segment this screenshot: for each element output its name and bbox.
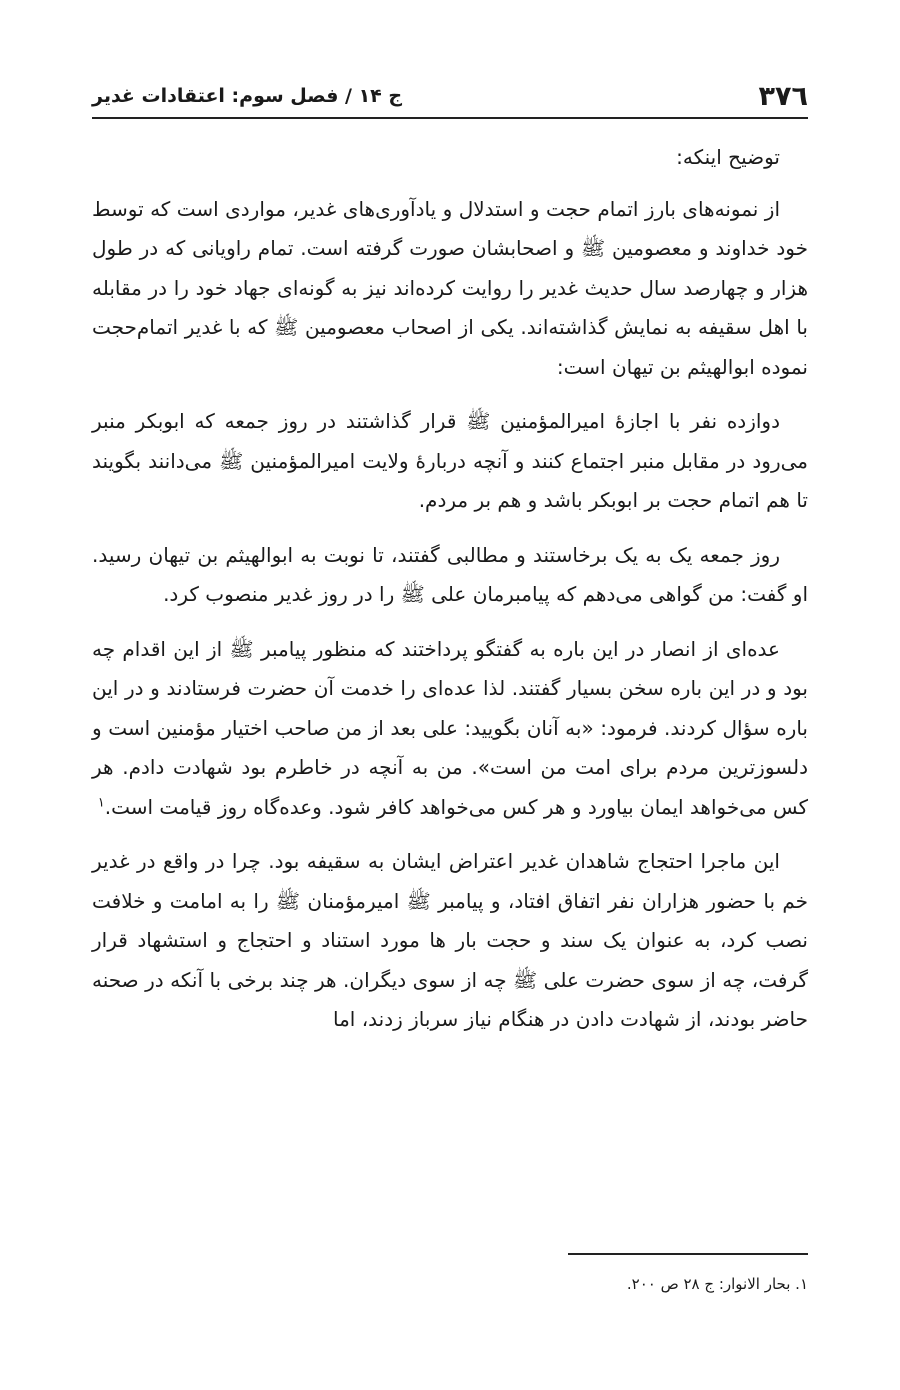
paragraph-2: دوازده نفر با اجازهٔ امیرالمؤمنین ﷺ قرار گذاشتند در روز جمعه که ابوبکر منبر می‌رود در مقابل منبر اجتماع کنند و آنچه دربارهٔ ولایت امیرالمؤمنین ﷺ می‌دانند بگویند تا هم اتمام حجت بر ابوبکر باشد و هم بر مردم. (92, 409, 808, 512)
lead-line: توضیح اینکه: (676, 145, 780, 169)
footnote-divider (568, 1253, 808, 1255)
page-number: ۳۷٦ (758, 80, 808, 112)
footnote: ۱. بحار الانوار: ج ۲۸ ص ۲۰۰. (626, 1275, 808, 1293)
page-header (92, 76, 808, 116)
main-text (92, 138, 808, 1055)
paragraph-4-text: عده‌ای از انصار در این باره به گفتگو پرداختند که منظور پیامبر ﷺ از این اقدام چه بود و در این باره سخن بسیار گفتند. لذا عده‌ای را خدمت آن حضرت فرستادند و در این باره سؤال کردند. فرمود: «به آنان بگویید: علی بعد از من صاحب اختیار مؤمنین است و دلسوزترین مردم برای امت من است». من به آنچه در خاطرم بود شهادت دادم. هر کس می‌خواهد ایمان بیاورد و هر کس می‌خواهد کافر شود. وعده‌گاه روز قیامت است. (92, 636, 808, 819)
paragraph-3: روز جمعه یک به یک برخاستند و مطالبی گفتند، تا نوبت به ابوالهیثم بن تیهان رسید. او گفت: من گواهی می‌دهم که پیامبرمان علی ﷺ را در روز غدیر منصوب کرد. (92, 542, 808, 606)
paragraph-5: این ماجرا احتجاج شاهدان غدیر اعتراض ایشان به سقیفه بود. چرا در واقع در غدیر خم با حضور هزاران نفر اتفاق افتاد، و پیامبر ﷺ امیرمؤمنان ﷺ را به امامت و خلافت نصب کرد، به عنوان یک سند و حجت بار ها مورد استناد و احتجاج و استشهاد قرار گرفت، چه از سوی حضرت علی ﷺ چه از سوی دیگران. هر چند برخی با آنکه در صحنه حاضر بودند، از شهادت دادن در هنگام نیاز سرباز زدند، اما (92, 849, 808, 1031)
paragraph-1: از نمونه‌های بارز اتمام حجت و استدلال و یادآوری‌های غدیر، مواردی است که توسط خود خداوند و معصومین ﷺ و اصحابشان صورت گرفته است. تمام راویانی که در طول هزار و چهارصد سال حدیث غدیر را روایت کرده‌اند نیز به گونه‌ای جهاد خود را در مقابله با اهل سقیفه به نمایش گذاشته‌اند. یکی از اصحاب معصومین ﷺ که با غدیر اتمام‌حجت نموده ابوالهیثم بن تیهان است: (92, 196, 808, 379)
book-page (92, 0, 808, 1390)
running-title: ج ۱۴ / فصل سوم: اعتقادات غدیر (92, 85, 403, 107)
footnote-reference[interactable]: ۱ (97, 794, 105, 810)
header-divider (92, 117, 808, 119)
paragraph-4 (92, 630, 808, 828)
